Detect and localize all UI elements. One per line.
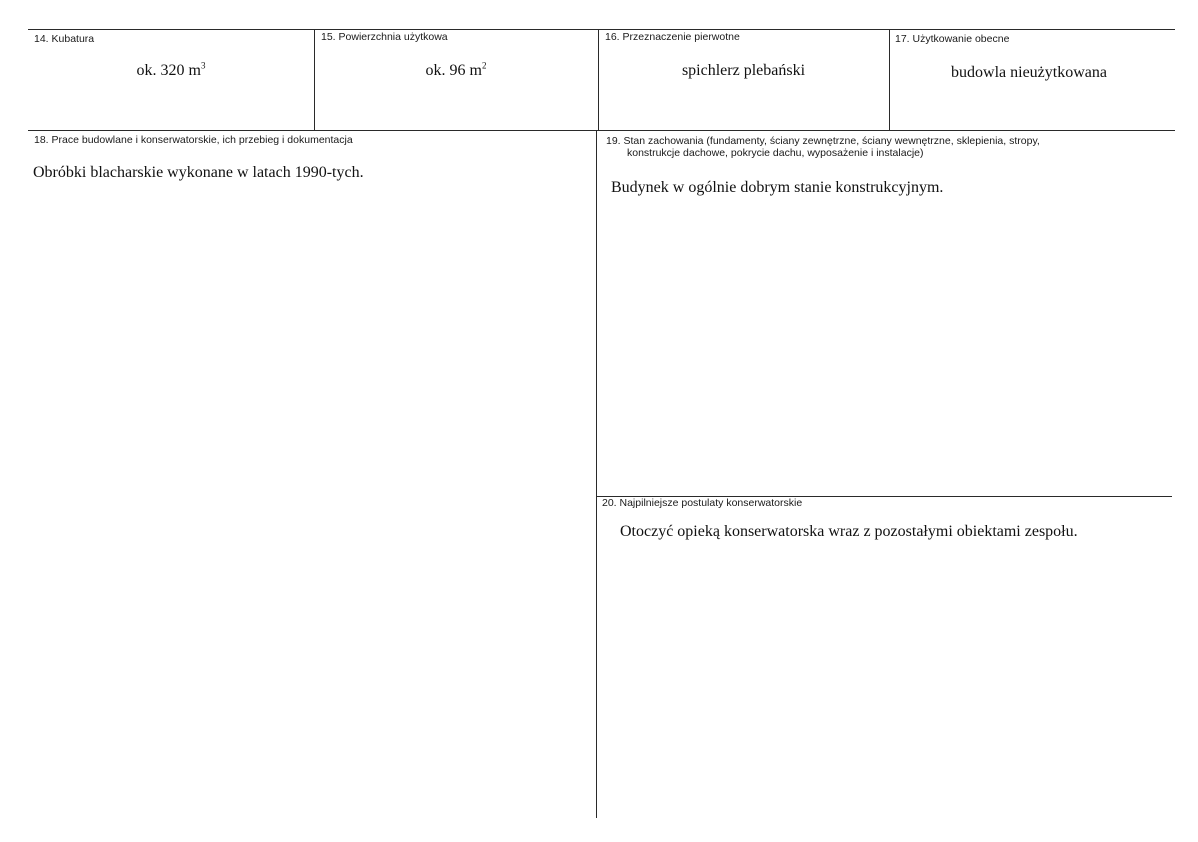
top-border [28,29,1175,30]
row1-bottom-border [28,130,1175,131]
field-value-przeznaczenie: spichlerz plebański [681,62,806,79]
powierzchnia-unit-exponent: 2 [481,60,487,71]
field-label-kubatura: 14. Kubatura [34,33,95,45]
field-value-kubatura [28,62,314,80]
main-vertical-divider [596,130,597,818]
field-label-uzytkowanie: 17. Użytkowanie obecne [895,33,1010,45]
field-value-powierzchnia [314,62,598,80]
field-value-stan: Budynek w ogólnie dobrym stanie konstrukcyjnym. [611,179,944,196]
field-value-prace: Obróbki blacharskie wykonane w latach 1990-tych. [33,164,364,181]
kubatura-value-text: ok. 320 m [136,62,201,79]
field-label-przeznaczenie: 16. Przeznaczenie pierwotne [605,31,740,43]
kubatura-unit-exponent: 3 [200,60,206,71]
field-value-uzytkowanie: budowla nieużytkowana [951,64,1107,81]
field-label-stan-line2: konstrukcje dachowe, pokrycie dachu, wyposażenie i instalacje) [627,147,924,159]
field-label-powierzchnia: 15. Powierzchnia użytkowa [321,31,448,43]
field-label-postulaty: 20. Najpilniejsze postulaty konserwatorskie [602,497,803,509]
field-value-postulaty: Otoczyć opieką konserwatorska wraz z pozostałymi obiektami zespołu. [620,523,1078,540]
powierzchnia-value-text: ok. 96 m [425,62,482,79]
field-label-prace: 18. Prace budowlane i konserwatorskie, ich przebieg i dokumentacja [34,134,353,146]
field-label-stan-line1: 19. Stan zachowania (fundamenty, ściany zewnętrzne, ściany wewnętrzne, sklepienia, stropy, [606,135,1040,147]
